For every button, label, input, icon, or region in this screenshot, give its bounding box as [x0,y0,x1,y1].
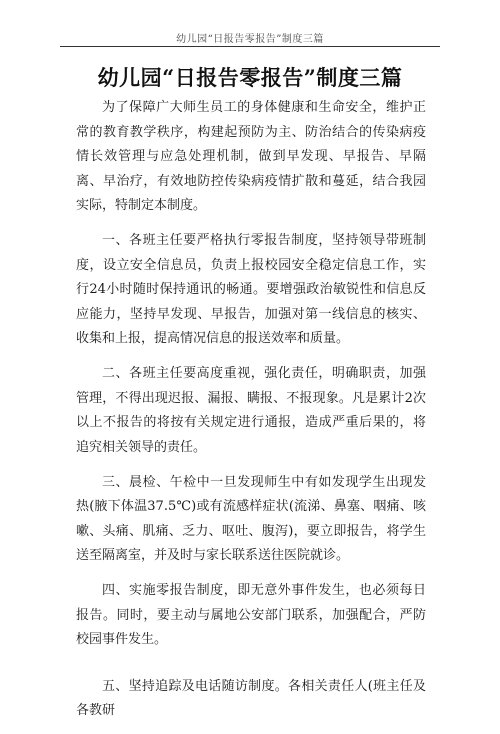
rule-paragraph-1: 一、各班主任要严格执行零报告制度，坚持领导带班制度，设立安全信息员，负责上报校园安全稳定信息工作，实行24小时随时保持通讯的畅通。要增强政治敏锐性和信息反应能力，坚持早发现、早报告，加强对第一线信息的核实、收集和上报，提高情况信息的报送效率和质量。 [76,233,426,346]
document-body [76,96,426,734]
intro-paragraph: 为了保障广大师生员工的身体健康和生命安全，维护正常的教育教学秩序，构建起预防为主、防治结合的传染病疫情长效管理与应急处理机制，做到早发现、早报告、早隔离、早治疗，有效地防控传染病疫情扩散和蔓延，结合我园实际，特制定本制度。 [76,100,426,213]
header-divider [60,46,440,47]
rule-paragraph-5: 五、坚持追踪及电话随访制度。各相关责任人(班主任及各教研 [76,678,426,718]
rule-paragraph-3: 三、晨检、午检中一旦发现师生中有如发现学生出现发热(腋下体温37.5℃)或有流感样症状(流涕、鼻塞、咽痛、咳嗽、头痛、肌痛、乏力、呕吐、腹泻)，要立即报告，将学生送至隔离室，并及时与家长联系送往医院就诊。 [76,474,426,563]
rule-paragraph-4: 四、实施零报告制度，即无意外事件发生，也必须每日报告。同时，要主动与属地公安部门联系，加强配合，严防校园事件发生。 [76,583,426,647]
document-title: 幼儿园“日报告零报告”制度三篇 [97,65,403,90]
rule-paragraph-2: 二、各班主任要高度重视，强化责任，明确职责，加强管理，不得出现迟报、漏报、瞒报、不报现象。凡是累计2次以上不报告的将按有关规定进行通报，造成严重后果的，将追究相关领导的责任。 [76,366,426,455]
running-header: 幼儿园“日报告零报告”制度三篇 [176,34,324,45]
